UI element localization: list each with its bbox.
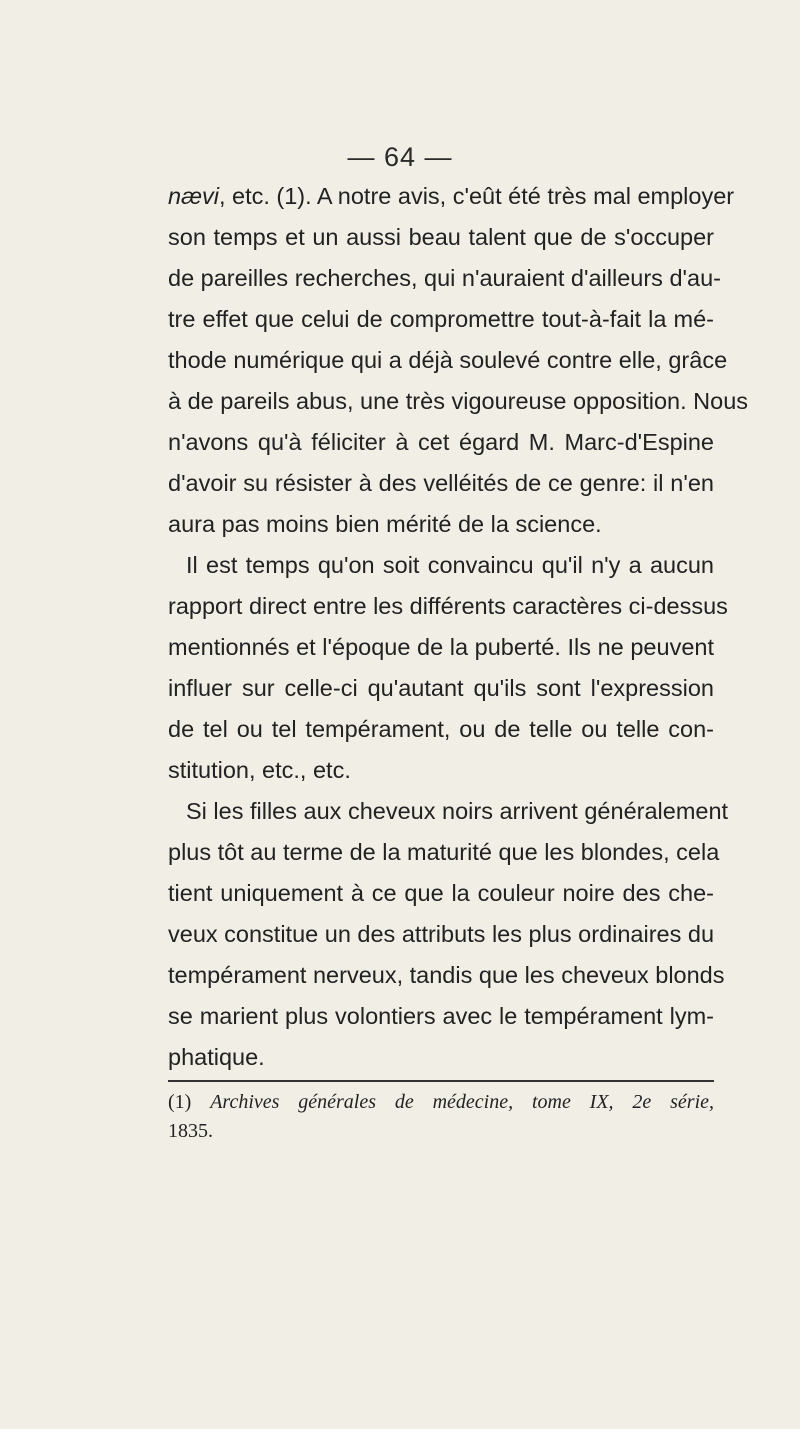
paragraph-start-line: Si les filles aux cheveux noirs arrivent généralement: [186, 798, 729, 824]
text-line: plus tôt au terme de la maturité que les blondes, cela: [168, 839, 720, 865]
footnote-line: [168, 1088, 714, 1117]
text-line: de pareilles recherches, qui n'auraient d'ailleurs d'au-: [168, 265, 721, 291]
text-line: stitution, etc., etc.: [168, 757, 351, 783]
footnote-marker: (1): [168, 1091, 192, 1113]
italic-word: nævi: [168, 183, 219, 209]
text-line: se marient plus volontiers avec le tempérament lym-: [168, 1003, 714, 1029]
text-line: [168, 176, 735, 217]
text-line: de tel ou tel tempérament, ou de telle ou telle con-: [168, 716, 714, 742]
footnote-year: 1835.: [168, 1120, 213, 1142]
text-line: influer sur celle-ci qu'autant qu'ils sont l'expression: [168, 675, 714, 701]
text-line: veux constitue un des attributs les plus ordinaires du: [168, 921, 715, 947]
text-line: à de pareils abus, une très vigoureuse opposition. Nous: [168, 388, 749, 414]
text-line: tient uniquement à ce que la couleur noire des che-: [168, 880, 714, 906]
text-line: n'avons qu'à féliciter à cet égard M. Marc-d'Espine: [168, 429, 714, 455]
footnote: [168, 1088, 714, 1146]
text-line: tempérament nerveux, tandis que les cheveux blonds: [168, 962, 725, 988]
body-text: [168, 176, 749, 1078]
page-number: — 64 —: [347, 142, 453, 172]
text-line: tre effet que celui de compromettre tout-à-fait la mé-: [168, 306, 714, 332]
text-line: rapport direct entre les différents caractères ci-dessus: [168, 593, 728, 619]
text-line: son temps et un aussi beau talent que de s'occuper: [168, 224, 714, 250]
text-line: phatique.: [168, 1044, 265, 1070]
text-line: mentionnés et l'époque de la puberté. Ils ne peuvent: [168, 634, 714, 660]
text-line: d'avoir su résister à des velléités de ce genre: il n'en: [168, 470, 714, 496]
text-line-content: , etc. (1). A notre avis, c'eût été très mal employer: [218, 183, 735, 209]
footnote-citation: Archives générales de médecine, tome IX, 2e série,: [210, 1091, 715, 1113]
text-line: aura pas moins bien mérité de la science.: [168, 511, 602, 537]
paragraph-start-line: Il est temps qu'on soit convaincu qu'il n'y a aucun: [186, 552, 714, 578]
text-line: thode numérique qui a déjà soulevé contre elle, grâce: [168, 347, 728, 373]
footnote-divider: [168, 1080, 714, 1082]
